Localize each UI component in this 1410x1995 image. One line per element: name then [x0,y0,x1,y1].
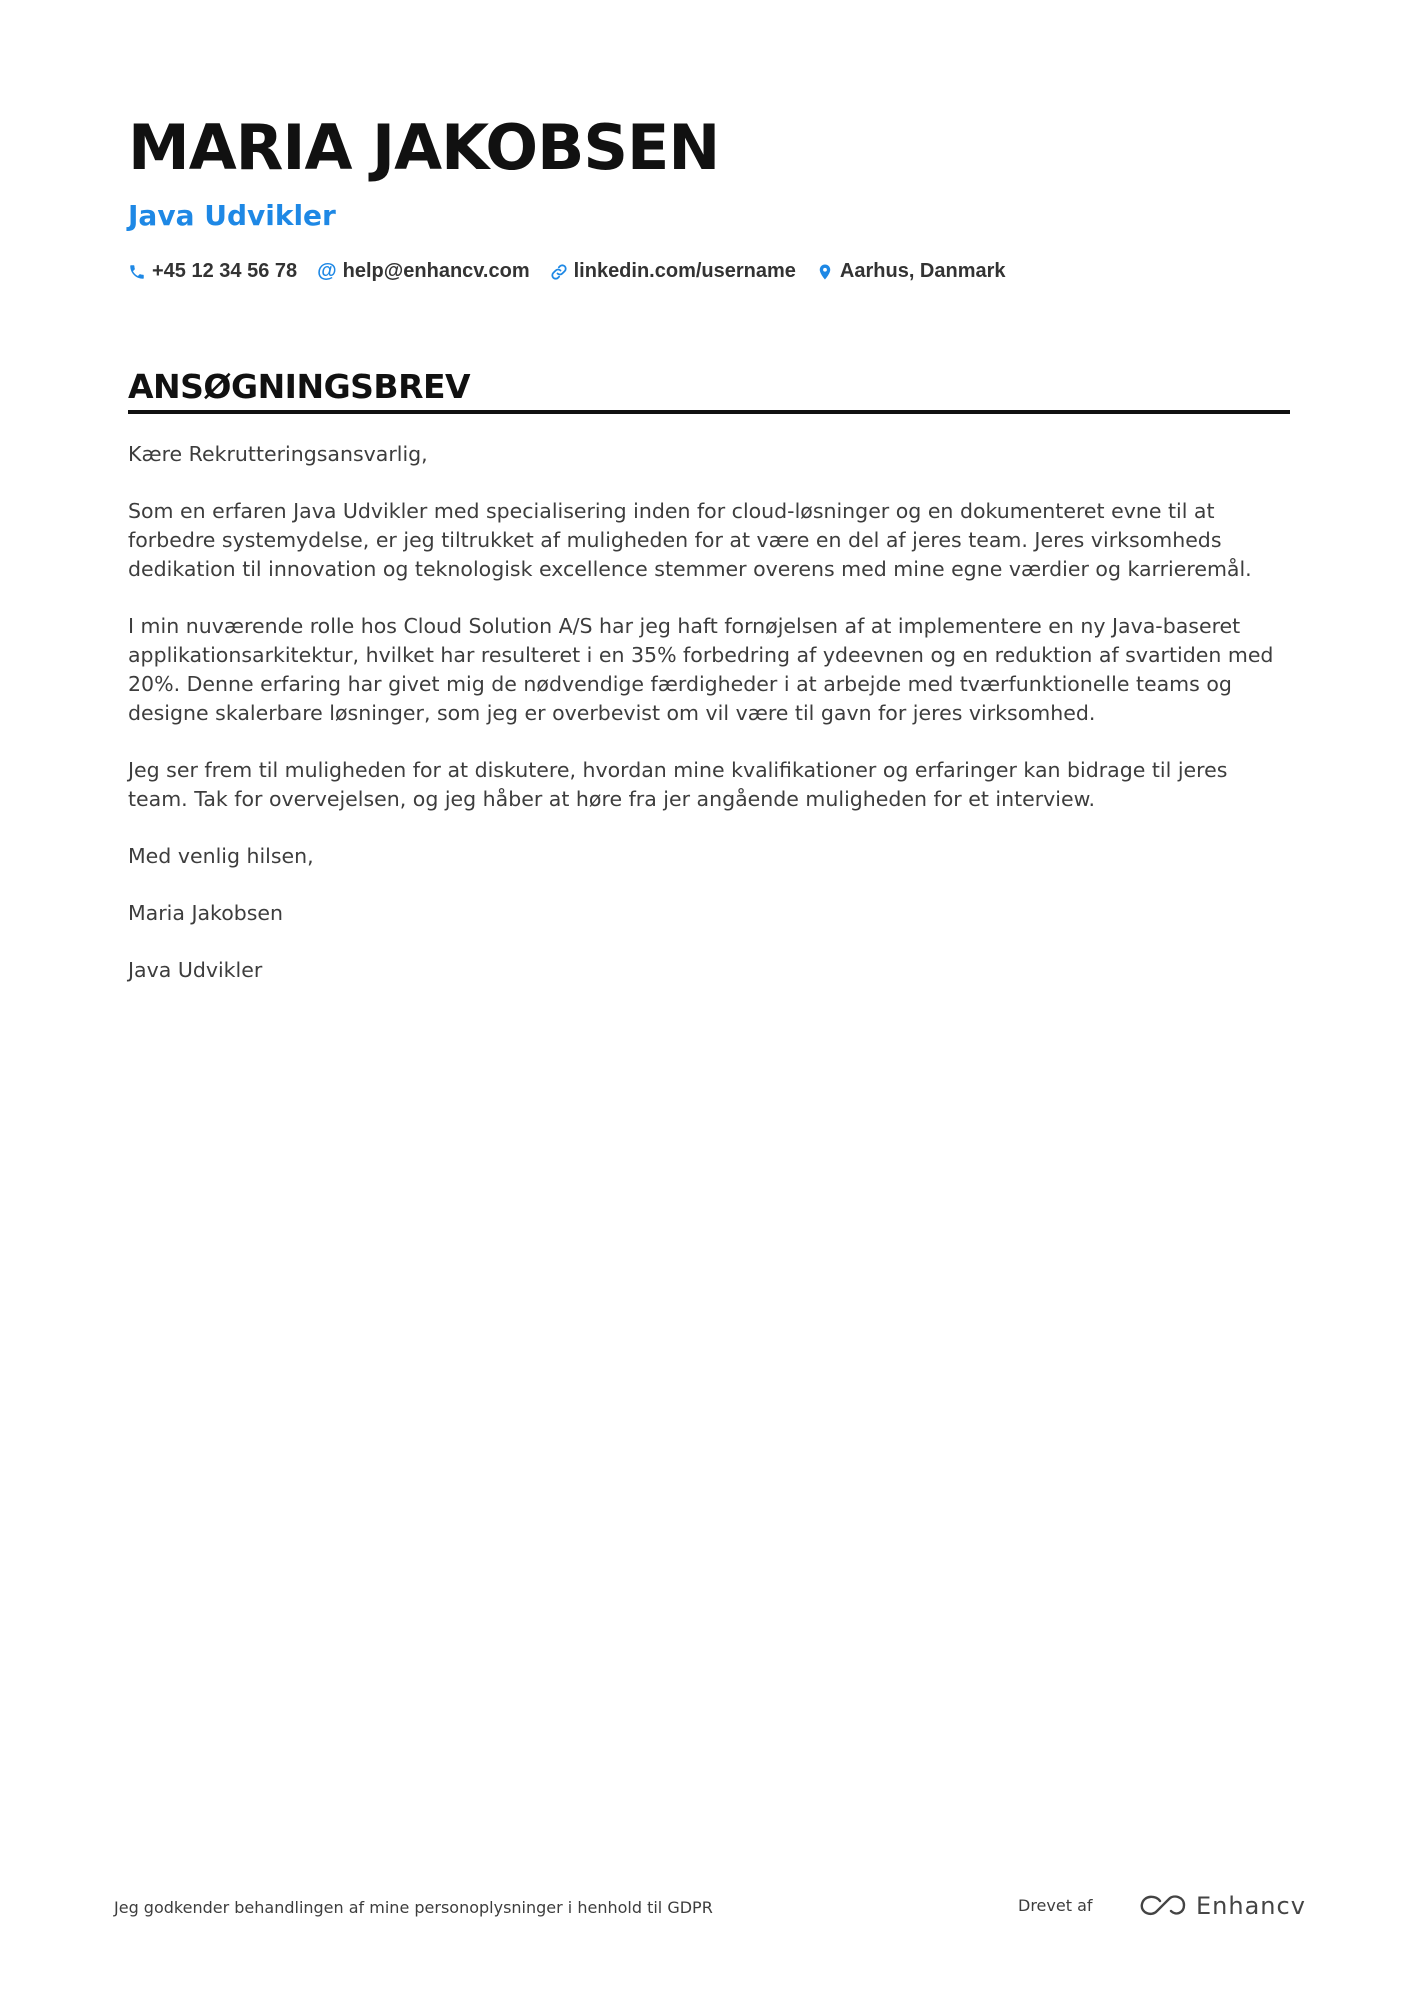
candidate-name: MARIA JAKOBSEN [128,111,720,184]
powered-by-label: Drevet af [1018,1896,1093,1915]
contact-email[interactable] [317,260,529,283]
contact-location [816,260,1006,283]
contact-phone[interactable] [128,260,297,283]
header [128,108,1288,283]
cover-letter-section [128,366,1290,1013]
contact-linkedin[interactable] [550,260,796,283]
letter-paragraph-1: Som en erfaren Java Udvikler med specialisering inden for cloud-løsninger og en dokumenteret evne til at forbedre systemydelse, er jeg tiltrukket af muligheden for at være en del af jeres team. Jeres virksomheds dedikation til innovation og teknologisk excellence stemmer overens med mine egne værdier og karrieremål. [128,499,1252,581]
enhancv-logo-icon [1138,1892,1188,1920]
footer [114,1888,1306,1928]
signature-title: Java Udvikler [128,958,263,982]
section-title: ANSØGNINGSBREV [128,367,471,406]
at-icon: @ [317,260,337,282]
location-text: Aarhus, Danmark [839,260,1006,282]
signature-name: Maria Jakobsen [128,901,284,925]
linkedin-url: linkedin.com/username [573,260,796,282]
brand-name: Enhancv [1196,1892,1306,1920]
email-address: help@enhancv.com [342,260,530,282]
gdpr-consent-text: Jeg godkender behandlingen af mine personoplysninger i henhold til GDPR [114,1898,713,1917]
contact-bar [128,260,1288,283]
letter-paragraph-2: I min nuværende rolle hos Cloud Solution A/S har jeg haft fornøjelsen af at implementere en ny Java-baseret applikationsarkitektur, hvilket har resulteret i en 35% forbedring af ydeevnen og en reduktion af svartiden med 20%. Denne erfaring har givet mig de nødvendige færdigheder i at arbejde med tværfunktionelle teams og designe skalerbare løsninger, som jeg er overbevist om vil være til gavn for jeres virksomhed. [128,614,1274,725]
phone-number: +45 12 34 56 78 [152,260,298,282]
phone-icon [128,263,146,281]
letter-greeting: Kære Rekrutteringsansvarlig, [128,442,428,466]
link-icon [550,263,568,281]
enhancv-brand[interactable] [1138,1888,1306,1924]
section-divider [128,410,1290,414]
candidate-job-title: Java Udvikler [128,199,336,232]
letter-closing: Med venlig hilsen, [128,844,314,868]
location-pin-icon [816,263,834,281]
letter-paragraph-3: Jeg ser frem til muligheden for at diskutere, hvordan mine kvalifikationer og erfaringer kan bidrage til jeres team. Tak for overvejelsen, og jeg håber at høre fra jer angående muligheden for et interview. [128,758,1228,811]
letter-body [128,440,1290,985]
